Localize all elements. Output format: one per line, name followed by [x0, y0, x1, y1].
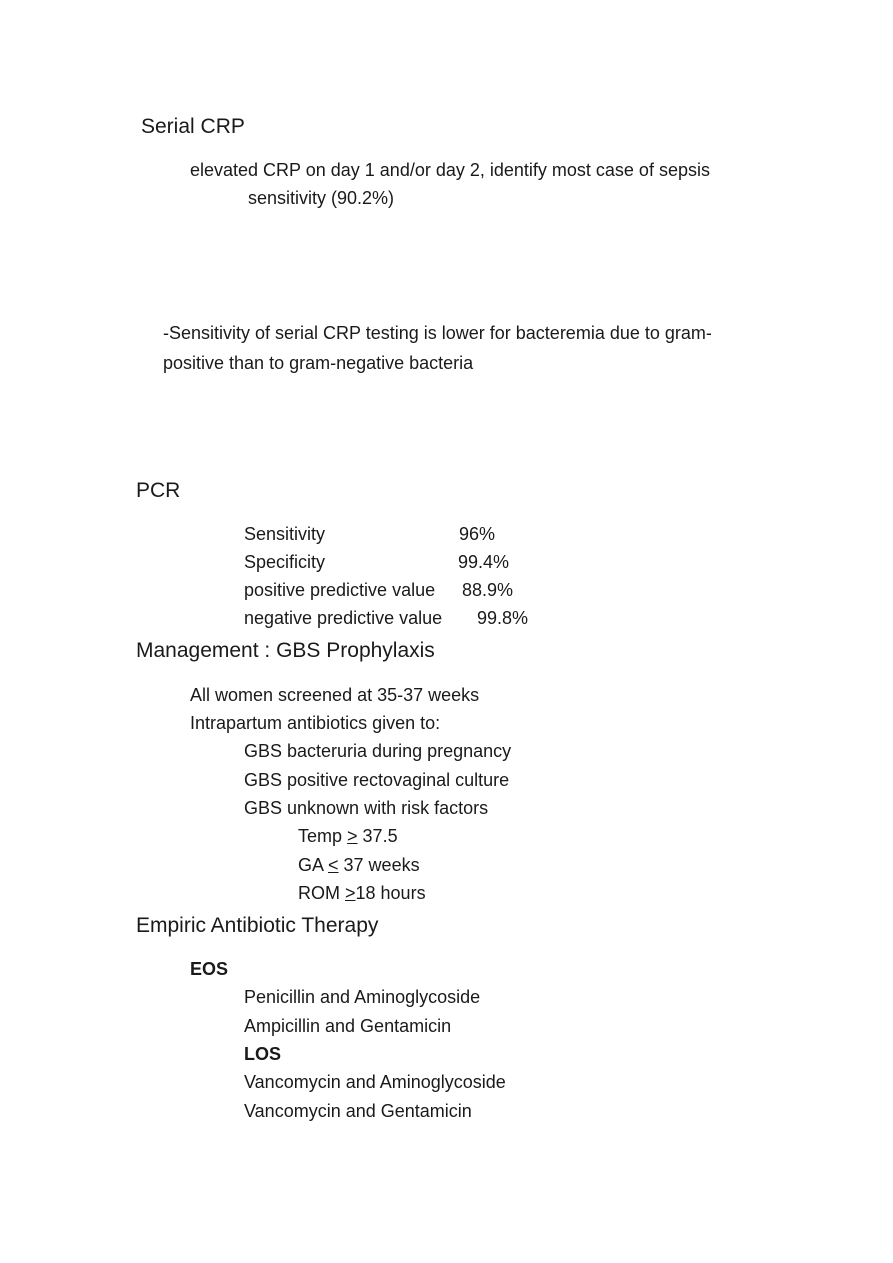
- risk-factor-prefix: Temp: [298, 826, 348, 846]
- risk-factor-temp: [298, 827, 398, 845]
- pcr-row-value: 96%: [459, 524, 496, 544]
- eos-item: Penicillin and Aminoglycoside: [244, 987, 481, 1007]
- risk-factor-suffix: 37 weeks: [338, 855, 420, 875]
- risk-factor-ga: [298, 856, 420, 874]
- pcr-row-label: Specificity: [244, 552, 326, 572]
- serial-crp-heading: Serial CRP: [141, 115, 245, 138]
- management-item: GBS bacteruria during pregnancy: [244, 741, 512, 761]
- less-or-equal-symbol: <: [328, 855, 339, 875]
- pcr-row-value: 88.9%: [462, 580, 514, 600]
- serial-crp-note-line-2: positive than to gram-negative bacteria: [163, 353, 474, 373]
- los-label: LOS: [244, 1044, 282, 1064]
- management-item: GBS unknown with risk factors: [244, 798, 489, 818]
- risk-factor-prefix: GA: [298, 855, 329, 875]
- management-item: GBS positive rectovaginal culture: [244, 770, 510, 790]
- los-item: Vancomycin and Gentamicin: [244, 1101, 472, 1121]
- pcr-row-value: 99.4%: [458, 552, 510, 572]
- pcr-heading: PCR: [136, 479, 181, 502]
- pcr-row-value: 99.8%: [477, 608, 529, 628]
- management-intrapartum: Intrapartum antibiotics given to:: [190, 713, 441, 733]
- pcr-row-label: positive predictive value: [244, 580, 436, 600]
- greater-or-equal-symbol: >: [345, 883, 356, 903]
- los-item: Vancomycin and Aminoglycoside: [244, 1072, 506, 1092]
- greater-or-equal-symbol: >: [347, 826, 358, 846]
- eos-item: Ampicillin and Gentamicin: [244, 1016, 452, 1036]
- empiric-heading: Empiric Antibiotic Therapy: [136, 914, 379, 937]
- eos-label: EOS: [190, 959, 229, 979]
- risk-factor-suffix: 37.5: [357, 826, 398, 846]
- serial-crp-note-line-1: -Sensitivity of serial CRP testing is lower for bacteremia due to gram-: [163, 323, 712, 343]
- management-heading: Management : GBS Prophylaxis: [136, 639, 435, 662]
- risk-factor-rom: [298, 884, 426, 902]
- serial-crp-line-1: elevated CRP on day 1 and/or day 2, identify most case of sepsis: [190, 160, 710, 180]
- risk-factor-suffix: 18 hours: [355, 883, 426, 903]
- serial-crp-sensitivity: sensitivity (90.2%): [248, 188, 395, 208]
- pcr-row-label: Sensitivity: [244, 524, 326, 544]
- risk-factor-prefix: ROM: [298, 883, 345, 903]
- pcr-row-label: negative predictive value: [244, 608, 443, 628]
- serial-crp-note: [163, 318, 783, 378]
- management-screened: All women screened at 35-37 weeks: [190, 685, 480, 705]
